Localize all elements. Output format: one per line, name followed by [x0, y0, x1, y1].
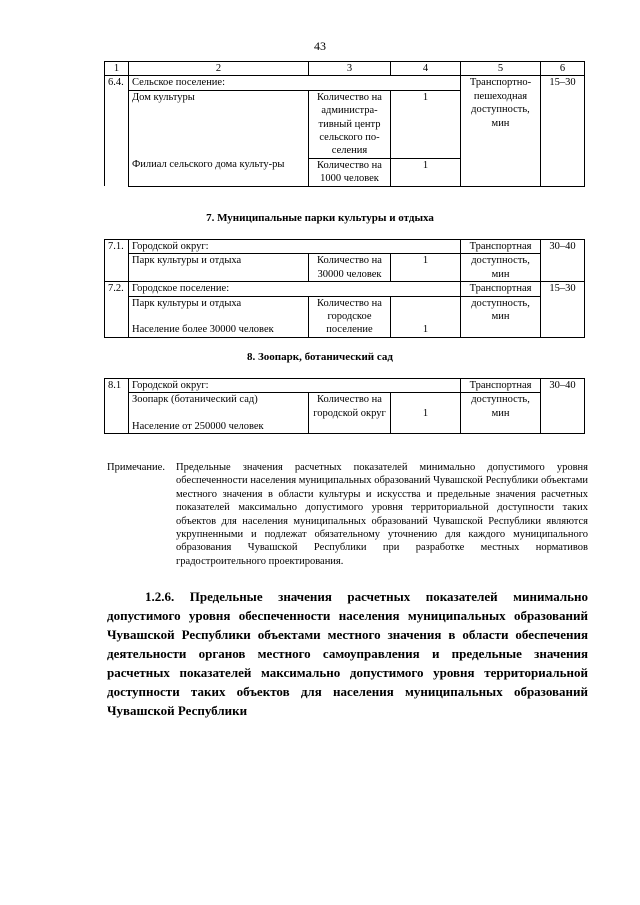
row-number: 8.1: [105, 379, 129, 434]
page-number: 43: [314, 39, 326, 53]
group-label: Городское поселение:: [129, 282, 461, 296]
col-number-5: 5: [461, 62, 541, 76]
access-range: 15–30: [541, 76, 585, 186]
facility-name: Филиал сельского дома культу-ры: [129, 158, 309, 186]
table-culture-rural: [104, 61, 585, 187]
section-heading-1-2-6: 1.2.6. Предельные значения расчетных показателей минимально допустимого уровня обеспеченности населения муниципальных образований Чувашской Республики объектами местного значения в области обеспечения деятельности органов местного самоуправления и предельные значения расчетных показателей максимально допустимого уровня территориальной доступности таких объектов для населения муниципальных образований Чувашской Республики: [107, 589, 588, 718]
indicator: Количество на администра-тивный центр сельского по-селения: [309, 90, 391, 158]
col-number-4: 4: [391, 62, 461, 76]
facility-name: Дом культуры: [129, 90, 309, 158]
access-type-rest: доступность, мин: [461, 393, 541, 434]
table-row: [105, 379, 585, 393]
access-range: 15–30: [541, 282, 585, 338]
facility-name: Зоопарк (ботанический сад): [132, 394, 258, 406]
access-range: 30–40: [541, 240, 585, 282]
access-type: Транспортная: [461, 240, 541, 254]
indicator-value: 1: [391, 296, 461, 337]
access-type-rest: доступность, мин: [461, 296, 541, 337]
population-note: Население более 30000 человек: [132, 324, 274, 336]
group-label: Сельское поселение:: [129, 76, 461, 90]
row-number: 7.2.: [105, 282, 129, 338]
table-row: [105, 254, 585, 282]
col-number-1: 1: [105, 62, 129, 76]
row-number: 6.4.: [105, 76, 129, 186]
facility-name-cell: [129, 393, 309, 434]
access-type: Транспортно-пешеходная доступность, мин: [461, 76, 541, 186]
indicator: Количество на 30000 человек: [309, 254, 391, 282]
facility-name-cell: [129, 296, 309, 337]
indicator: Количество на городской округ: [309, 393, 391, 434]
note-text: Предельные значения расчетных показателей минимально допустимого уровня обеспеченности населения муниципальных образований Чувашской Республики объектами местного значения в области культуры и искусства и предельные значения расчетных показателей максимально допустимого уровня территориальной доступности таких объектов для населения муниципальных образований Чувашской Республики являются укрупненными и подлежат обязательному уточнению для каждого муниципального образования Чувашской Республики при разработке местных нормативов градостроительного проектирования.: [176, 462, 588, 567]
indicator: Количество на городское поселение: [309, 296, 391, 337]
indicator-value: 1: [391, 90, 461, 158]
table-row: [105, 393, 585, 434]
group-label: Городской округ:: [129, 379, 461, 393]
table-parks: [104, 239, 585, 338]
population-note: Население от 250000 человек: [132, 421, 264, 432]
col-number-3: 3: [309, 62, 391, 76]
table-row: [105, 296, 585, 337]
group-label: Городской округ:: [129, 240, 461, 254]
table-row: [105, 76, 585, 90]
section-7-title: 7. Муниципальные парки культуры и отдыха: [206, 212, 434, 224]
access-type: Транспортная: [461, 282, 541, 296]
table-zoo: [104, 378, 585, 434]
indicator-value: 1: [391, 254, 461, 282]
row-number: 7.1.: [105, 240, 129, 282]
table-row: [105, 240, 585, 254]
indicator-value: 1: [391, 158, 461, 186]
access-range: 30–40: [541, 379, 585, 434]
facility-name: Парк культуры и отдыха: [132, 297, 242, 309]
section-8-title: 8. Зоопарк, ботанический сад: [247, 351, 393, 363]
facility-name: Парк культуры и отдыха: [129, 254, 309, 282]
indicator: Количество на 1000 человек: [309, 158, 391, 186]
access-type: Транспортная: [461, 379, 541, 393]
table-row: [105, 282, 585, 296]
col-number-6: 6: [541, 62, 585, 76]
note-label: Примечание.: [107, 462, 165, 473]
indicator-value: 1: [391, 393, 461, 434]
access-type-rest: доступность, мин: [461, 254, 541, 282]
table-header-row: [105, 62, 585, 76]
col-number-2: 2: [129, 62, 309, 76]
